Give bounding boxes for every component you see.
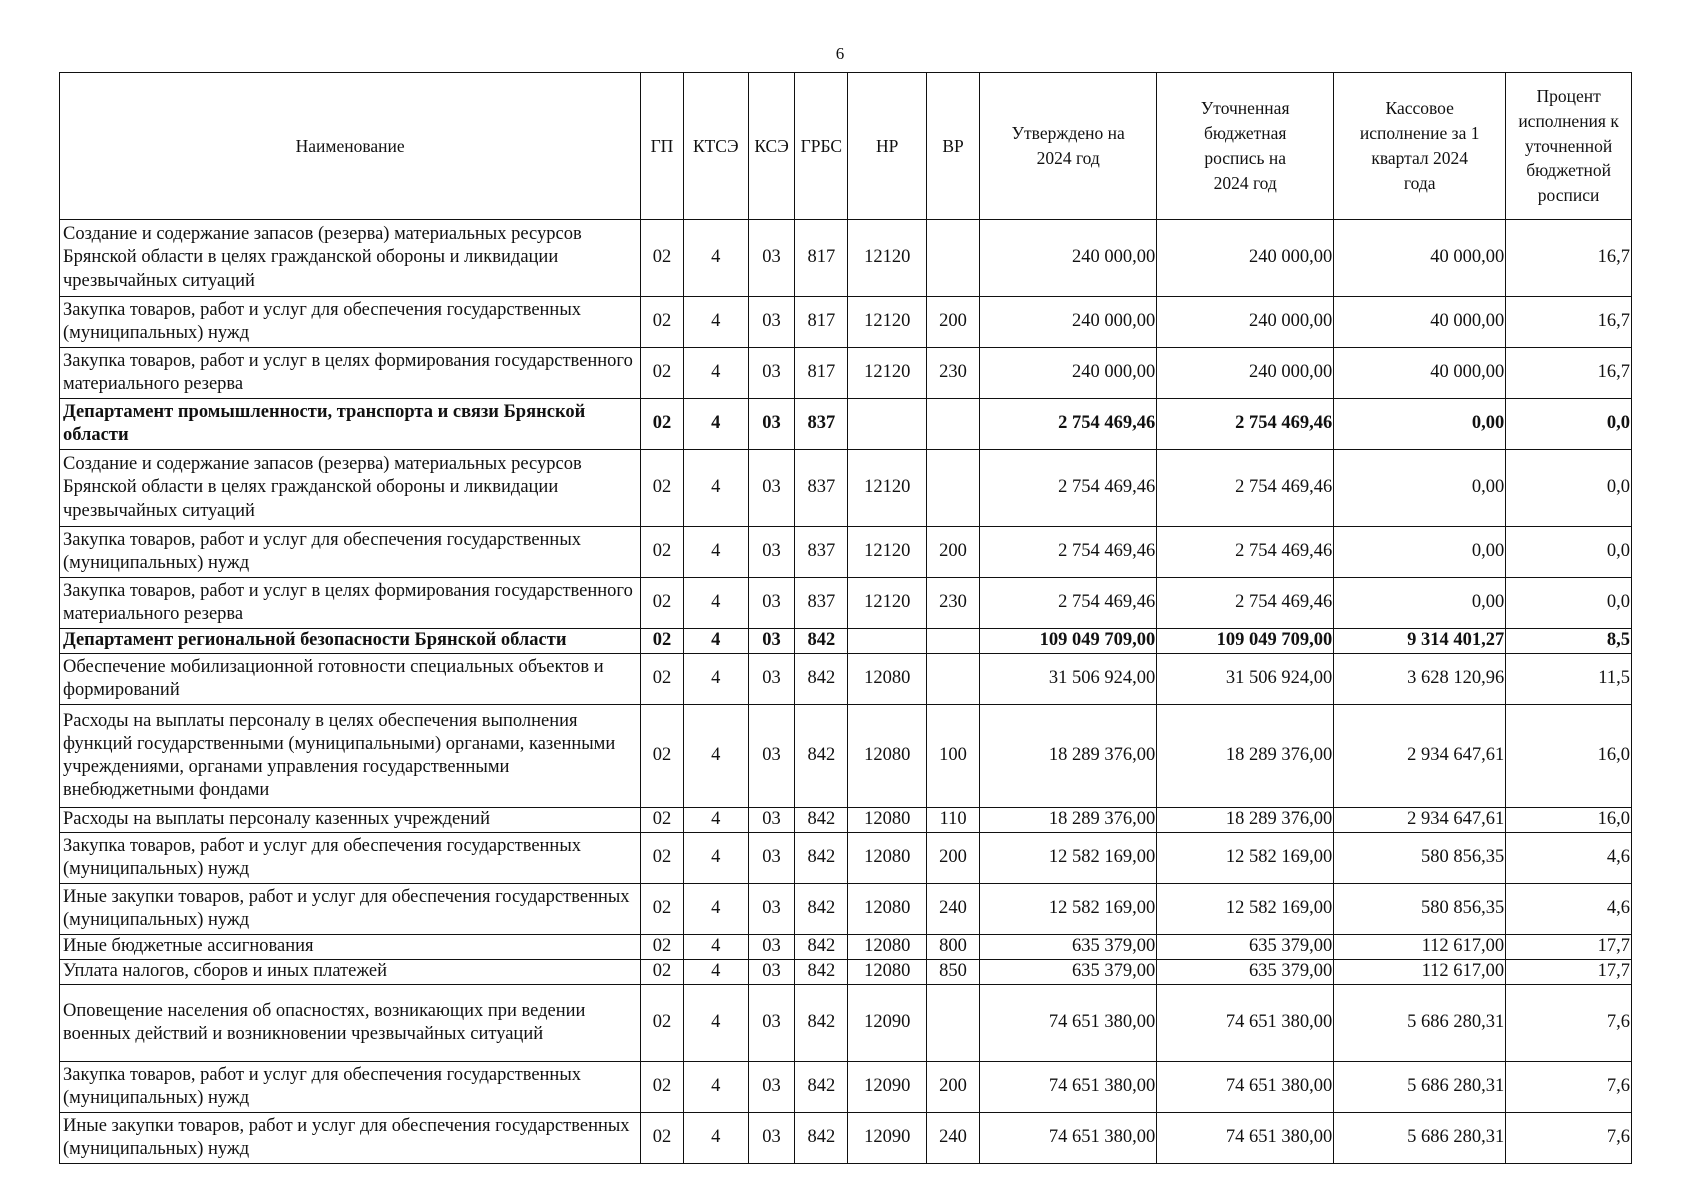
cell-approved: 2 754 469,46	[980, 578, 1157, 629]
cell-ktse: 4	[683, 1113, 748, 1164]
cell-approved: 74 651 380,00	[980, 1062, 1157, 1113]
cell-kse: 03	[748, 808, 794, 833]
cell-kse: 03	[748, 629, 794, 654]
cell-name: Обеспечение мобилизационной готовности специальных объектов и формирований	[60, 654, 641, 705]
cell-name: Закупка товаров, работ и услуг для обеспечения государственных (муниципальных) нужд	[60, 833, 641, 884]
cell-vr: 240	[926, 1113, 979, 1164]
header-name: Наименование	[60, 73, 641, 220]
cell-gp: 02	[641, 833, 683, 884]
cell-ktse: 4	[683, 935, 748, 960]
cell-grbs: 817	[795, 220, 848, 297]
cell-approved: 635 379,00	[980, 960, 1157, 985]
cell-percent: 4,6	[1506, 884, 1632, 935]
cell-ktse: 4	[683, 527, 748, 578]
cell-percent: 7,6	[1506, 1062, 1632, 1113]
cell-cash: 580 856,35	[1334, 884, 1506, 935]
cell-name: Закупка товаров, работ и услуг для обеспечения государственных (муниципальных) нужд	[60, 527, 641, 578]
cell-grbs: 842	[795, 1062, 848, 1113]
table-header-row	[60, 73, 1632, 220]
cell-name: Расходы на выплаты персоналу казенных учреждений	[60, 808, 641, 833]
table-body	[60, 220, 1632, 1164]
cell-grbs: 837	[795, 399, 848, 450]
cell-refined: 74 651 380,00	[1157, 985, 1334, 1062]
cell-percent: 7,6	[1506, 1113, 1632, 1164]
cell-approved: 240 000,00	[980, 297, 1157, 348]
table-row	[60, 348, 1632, 399]
table-row	[60, 884, 1632, 935]
cell-approved: 2 754 469,46	[980, 450, 1157, 527]
cell-name: Закупка товаров, работ и услуг в целях формирования государственного материального резерва	[60, 348, 641, 399]
cell-ktse: 4	[683, 705, 748, 808]
cell-ktse: 4	[683, 985, 748, 1062]
table-row	[60, 1062, 1632, 1113]
cell-approved: 12 582 169,00	[980, 884, 1157, 935]
cell-approved: 12 582 169,00	[980, 833, 1157, 884]
cell-grbs: 842	[795, 705, 848, 808]
cell-vr: 800	[926, 935, 979, 960]
cell-name: Уплата налогов, сборов и иных платежей	[60, 960, 641, 985]
cell-name: Департамент промышленности, транспорта и связи Брянской области	[60, 399, 641, 450]
table-row	[60, 960, 1632, 985]
cell-np	[848, 629, 926, 654]
cell-grbs: 842	[795, 985, 848, 1062]
cell-percent: 0,0	[1506, 399, 1632, 450]
cell-name: Закупка товаров, работ и услуг для обеспечения государственных (муниципальных) нужд	[60, 1062, 641, 1113]
cell-name: Создание и содержание запасов (резерва) материальных ресурсов Брянской области в целях гражданской обороны и ликвидации чрезвычайных ситуаций	[60, 450, 641, 527]
cell-approved: 109 049 709,00	[980, 629, 1157, 654]
table-row	[60, 399, 1632, 450]
cell-percent: 16,7	[1506, 297, 1632, 348]
table-row	[60, 705, 1632, 808]
cell-kse: 03	[748, 960, 794, 985]
cell-kse: 03	[748, 884, 794, 935]
header-kse: КСЭ	[748, 73, 794, 220]
cell-refined: 18 289 376,00	[1157, 705, 1334, 808]
cell-gp: 02	[641, 935, 683, 960]
cell-gp: 02	[641, 884, 683, 935]
cell-percent: 16,7	[1506, 220, 1632, 297]
header-cash: Кассовое исполнение за 1 квартал 2024 года	[1334, 73, 1506, 220]
header-np: НР	[848, 73, 926, 220]
cell-gp: 02	[641, 705, 683, 808]
cell-np: 12120	[848, 527, 926, 578]
header-percent: Процент исполнения к уточненной бюджетной росписи	[1506, 73, 1632, 220]
table-row	[60, 220, 1632, 297]
cell-name: Иные закупки товаров, работ и услуг для обеспечения государственных (муниципальных) нужд	[60, 884, 641, 935]
cell-kse: 03	[748, 705, 794, 808]
table-row	[60, 578, 1632, 629]
cell-refined: 2 754 469,46	[1157, 527, 1334, 578]
table-row	[60, 654, 1632, 705]
cell-grbs: 842	[795, 884, 848, 935]
cell-ktse: 4	[683, 450, 748, 527]
cell-refined: 109 049 709,00	[1157, 629, 1334, 654]
cell-grbs: 837	[795, 527, 848, 578]
cell-np: 12080	[848, 654, 926, 705]
cell-ktse: 4	[683, 578, 748, 629]
cell-cash: 5 686 280,31	[1334, 1062, 1506, 1113]
cell-ktse: 4	[683, 960, 748, 985]
cell-name: Иные бюджетные ассигнования	[60, 935, 641, 960]
cell-kse: 03	[748, 935, 794, 960]
cell-cash: 2 934 647,61	[1334, 808, 1506, 833]
cell-ktse: 4	[683, 654, 748, 705]
cell-percent: 0,0	[1506, 527, 1632, 578]
cell-vr: 100	[926, 705, 979, 808]
cell-approved: 74 651 380,00	[980, 1113, 1157, 1164]
cell-refined: 2 754 469,46	[1157, 450, 1334, 527]
cell-cash: 0,00	[1334, 450, 1506, 527]
header-grbs: ГРБС	[795, 73, 848, 220]
cell-gp: 02	[641, 960, 683, 985]
cell-approved: 74 651 380,00	[980, 985, 1157, 1062]
cell-percent: 11,5	[1506, 654, 1632, 705]
cell-np: 12090	[848, 1113, 926, 1164]
cell-cash: 40 000,00	[1334, 297, 1506, 348]
cell-cash: 0,00	[1334, 527, 1506, 578]
cell-grbs: 817	[795, 297, 848, 348]
cell-refined: 240 000,00	[1157, 297, 1334, 348]
cell-grbs: 842	[795, 808, 848, 833]
cell-vr	[926, 450, 979, 527]
cell-refined: 2 754 469,46	[1157, 578, 1334, 629]
cell-vr: 230	[926, 578, 979, 629]
cell-approved: 240 000,00	[980, 220, 1157, 297]
cell-cash: 40 000,00	[1334, 220, 1506, 297]
cell-refined: 74 651 380,00	[1157, 1113, 1334, 1164]
cell-vr: 110	[926, 808, 979, 833]
page-number: 6	[835, 44, 845, 63]
cell-grbs: 842	[795, 935, 848, 960]
cell-approved: 635 379,00	[980, 935, 1157, 960]
cell-ktse: 4	[683, 808, 748, 833]
header-vr: ВР	[926, 73, 979, 220]
cell-approved: 18 289 376,00	[980, 808, 1157, 833]
cell-np: 12090	[848, 1062, 926, 1113]
cell-gp: 02	[641, 808, 683, 833]
cell-name: Оповещение населения об опасностях, возникающих при ведении военных действий и возникновении чрезвычайных ситуаций	[60, 985, 641, 1062]
table-row	[60, 1113, 1632, 1164]
cell-np: 12120	[848, 297, 926, 348]
cell-cash: 3 628 120,96	[1334, 654, 1506, 705]
cell-name: Иные закупки товаров, работ и услуг для обеспечения государственных (муниципальных) нужд	[60, 1113, 641, 1164]
cell-kse: 03	[748, 578, 794, 629]
cell-approved: 2 754 469,46	[980, 399, 1157, 450]
cell-vr	[926, 985, 979, 1062]
cell-cash: 40 000,00	[1334, 348, 1506, 399]
cell-kse: 03	[748, 220, 794, 297]
cell-ktse: 4	[683, 629, 748, 654]
cell-gp: 02	[641, 220, 683, 297]
cell-np: 12090	[848, 985, 926, 1062]
cell-kse: 03	[748, 985, 794, 1062]
cell-vr: 240	[926, 884, 979, 935]
cell-np: 12080	[848, 960, 926, 985]
cell-approved: 18 289 376,00	[980, 705, 1157, 808]
cell-cash: 2 934 647,61	[1334, 705, 1506, 808]
cell-refined: 31 506 924,00	[1157, 654, 1334, 705]
cell-gp: 02	[641, 348, 683, 399]
cell-refined: 635 379,00	[1157, 960, 1334, 985]
cell-kse: 03	[748, 1062, 794, 1113]
header-gp: ГП	[641, 73, 683, 220]
cell-kse: 03	[748, 833, 794, 884]
cell-refined: 12 582 169,00	[1157, 833, 1334, 884]
cell-percent: 16,0	[1506, 705, 1632, 808]
cell-gp: 02	[641, 985, 683, 1062]
cell-np	[848, 399, 926, 450]
cell-np: 12080	[848, 833, 926, 884]
cell-np: 12120	[848, 348, 926, 399]
cell-name: Закупка товаров, работ и услуг в целях формирования государственного материального резерва	[60, 578, 641, 629]
cell-np: 12080	[848, 884, 926, 935]
cell-cash: 112 617,00	[1334, 960, 1506, 985]
cell-np: 12080	[848, 935, 926, 960]
cell-ktse: 4	[683, 884, 748, 935]
table-row	[60, 985, 1632, 1062]
cell-grbs: 817	[795, 348, 848, 399]
table-row	[60, 833, 1632, 884]
cell-grbs: 842	[795, 833, 848, 884]
cell-ktse: 4	[683, 297, 748, 348]
cell-kse: 03	[748, 450, 794, 527]
cell-refined: 240 000,00	[1157, 220, 1334, 297]
table-row	[60, 297, 1632, 348]
table-row	[60, 935, 1632, 960]
cell-cash: 9 314 401,27	[1334, 629, 1506, 654]
cell-name: Расходы на выплаты персоналу в целях обеспечения выполнения функций государственными (муниципальными) органами, казенными учреждениями, органами управления государственными внебюджетными фондами	[60, 705, 641, 808]
cell-cash: 580 856,35	[1334, 833, 1506, 884]
cell-grbs: 842	[795, 654, 848, 705]
cell-name: Департамент региональной безопасности Брянской области	[60, 629, 641, 654]
cell-ktse: 4	[683, 348, 748, 399]
cell-refined: 2 754 469,46	[1157, 399, 1334, 450]
cell-vr: 200	[926, 297, 979, 348]
cell-percent: 7,6	[1506, 985, 1632, 1062]
cell-vr: 200	[926, 833, 979, 884]
cell-gp: 02	[641, 450, 683, 527]
cell-np: 12120	[848, 578, 926, 629]
cell-percent: 16,7	[1506, 348, 1632, 399]
table-row	[60, 808, 1632, 833]
header-approved: Утверждено на 2024 год	[980, 73, 1157, 220]
cell-percent: 0,0	[1506, 450, 1632, 527]
cell-cash: 0,00	[1334, 399, 1506, 450]
budget-execution-table	[59, 72, 1632, 1164]
cell-vr: 850	[926, 960, 979, 985]
cell-refined: 240 000,00	[1157, 348, 1334, 399]
cell-gp: 02	[641, 297, 683, 348]
cell-cash: 5 686 280,31	[1334, 985, 1506, 1062]
cell-gp: 02	[641, 654, 683, 705]
cell-gp: 02	[641, 527, 683, 578]
cell-np: 12120	[848, 450, 926, 527]
cell-refined: 635 379,00	[1157, 935, 1334, 960]
cell-np: 12080	[848, 705, 926, 808]
cell-kse: 03	[748, 527, 794, 578]
cell-gp: 02	[641, 629, 683, 654]
cell-kse: 03	[748, 1113, 794, 1164]
table-row	[60, 629, 1632, 654]
cell-name: Закупка товаров, работ и услуг для обеспечения государственных (муниципальных) нужд	[60, 297, 641, 348]
cell-percent: 0,0	[1506, 578, 1632, 629]
cell-vr	[926, 220, 979, 297]
cell-ktse: 4	[683, 399, 748, 450]
cell-percent: 16,0	[1506, 808, 1632, 833]
cell-ktse: 4	[683, 833, 748, 884]
cell-approved: 31 506 924,00	[980, 654, 1157, 705]
cell-grbs: 842	[795, 1113, 848, 1164]
cell-vr: 200	[926, 1062, 979, 1113]
cell-approved: 2 754 469,46	[980, 527, 1157, 578]
cell-gp: 02	[641, 1113, 683, 1164]
cell-cash: 0,00	[1334, 578, 1506, 629]
cell-vr: 200	[926, 527, 979, 578]
cell-percent: 17,7	[1506, 960, 1632, 985]
cell-refined: 74 651 380,00	[1157, 1062, 1334, 1113]
header-refined: Уточненная бюджетная роспись на 2024 год	[1157, 73, 1334, 220]
cell-ktse: 4	[683, 220, 748, 297]
cell-gp: 02	[641, 399, 683, 450]
cell-cash: 5 686 280,31	[1334, 1113, 1506, 1164]
table-row	[60, 527, 1632, 578]
cell-grbs: 837	[795, 450, 848, 527]
cell-name: Создание и содержание запасов (резерва) материальных ресурсов Брянской области в целях гражданской обороны и ликвидации чрезвычайных ситуаций	[60, 220, 641, 297]
cell-refined: 12 582 169,00	[1157, 884, 1334, 935]
cell-grbs: 842	[795, 960, 848, 985]
cell-approved: 240 000,00	[980, 348, 1157, 399]
cell-percent: 4,6	[1506, 833, 1632, 884]
cell-cash: 112 617,00	[1334, 935, 1506, 960]
cell-vr: 230	[926, 348, 979, 399]
cell-ktse: 4	[683, 1062, 748, 1113]
cell-gp: 02	[641, 1062, 683, 1113]
cell-np: 12120	[848, 220, 926, 297]
cell-vr	[926, 399, 979, 450]
cell-vr	[926, 629, 979, 654]
cell-grbs: 842	[795, 629, 848, 654]
cell-percent: 8,5	[1506, 629, 1632, 654]
cell-kse: 03	[748, 297, 794, 348]
cell-percent: 17,7	[1506, 935, 1632, 960]
cell-kse: 03	[748, 654, 794, 705]
cell-gp: 02	[641, 578, 683, 629]
cell-np: 12080	[848, 808, 926, 833]
header-ktse: КТСЭ	[683, 73, 748, 220]
cell-grbs: 837	[795, 578, 848, 629]
table-row	[60, 450, 1632, 527]
cell-vr	[926, 654, 979, 705]
cell-kse: 03	[748, 348, 794, 399]
cell-refined: 18 289 376,00	[1157, 808, 1334, 833]
cell-kse: 03	[748, 399, 794, 450]
